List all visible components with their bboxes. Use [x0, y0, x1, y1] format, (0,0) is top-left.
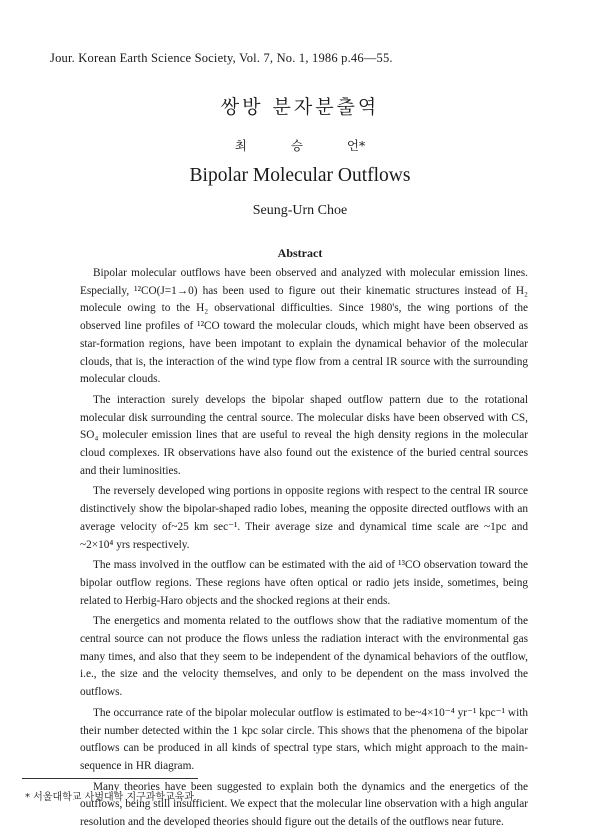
abstract-paragraph: The occurrance rate of the bipolar molecular outflow is estimated to be~4×10⁻⁴ yr⁻¹ kpc⁻¹ with their number detected within the 1 kpc solar circle. This shows that the phenomena of the bipolar outflows can be produced in all kinds of spectral type stars, which might approach to the main-sequence in HR diagram.	[80, 706, 528, 772]
abstract-paragraph: The mass involved in the outflow can be estimated with the aid of ¹³CO observation toward the bipolar outflow regions. These regions have often optical or radio jets inside, sometimes, being related to Herbig-Haro objects and the shocked regions at their ends.	[80, 559, 528, 607]
affiliation-footnote: * 서울대학교 사범대학 지구과학교육과	[25, 792, 195, 803]
journal-citation: Jour. Korean Earth Science Society, Vol. 7, No. 1, 1986 p.46—55.	[50, 51, 393, 65]
abstract-paragraph: Many theories have been suggested to explain both the dynamics and the energetics of the outflows, being still insufficient. We expect that the molecular line observation with a high angular resolution and the developed theories should figure out the details of the outflows near future.	[80, 780, 528, 829]
abstract-paragraph: The reversely developed wing portions in opposite regions with respect to the central IR source distinctively show the bipolar-shaped radio lobes, meaning the opposite directed outflows with an average velocity of~25 km sec⁻¹. Their average size and dynamical time scale are ~1pc and ~2×10⁴ yrs respectively.	[80, 485, 528, 551]
abstract-paragraph: The interaction surely develops the bipolar shaped outflow pattern due to the rotational molecular disk surrounding the central source. The molecular disks have been observed with CS, SO₄ moleculer emission lines that are useful to reveal the high density regions in the molecular cloud complexes. IR observations have also found out the existence of the buried central sources and their luminosities.	[80, 393, 528, 477]
footnote-divider	[22, 778, 198, 779]
abstract-paragraph: The energetics and momenta related to the outflows show that the radiative momentum of the central source can not produce the flows unless the radiation interact with the environmental gas many times, and also that they seem to be independent of the dynamical behaviors of the outflow, i.e., the size and the velocity themselves, and only to be dependent on the mass involved the outflows.	[80, 615, 528, 699]
korean-title: 쌍방 분자분출역	[220, 96, 380, 118]
english-author: Seung-Urn Choe	[252, 203, 348, 218]
abstract-paragraph: Bipolar molecular outflows have been observed and analyzed with molecular emission lines. Especially, ¹²CO(J=1→0) has been used to figure out their kinematic structures instead of H₂ molecule owing to the H₂ observational difficulties. Since 1980's, the wing portions of the observed line profiles of ¹²CO toward the molecular clouds, which might have been observed as star-formation regions, have been impotant to explain the dynamical behavior of the molecular clouds, that is, the interaction of the wind type flow from a central IR source with the surrounding molecular clouds.	[80, 267, 528, 386]
abstract-body	[80, 265, 528, 835]
korean-author: 최 승 언*	[234, 138, 366, 153]
english-title: Bipolar Molecular Outflows	[189, 165, 411, 186]
abstract-heading: Abstract	[277, 246, 323, 260]
